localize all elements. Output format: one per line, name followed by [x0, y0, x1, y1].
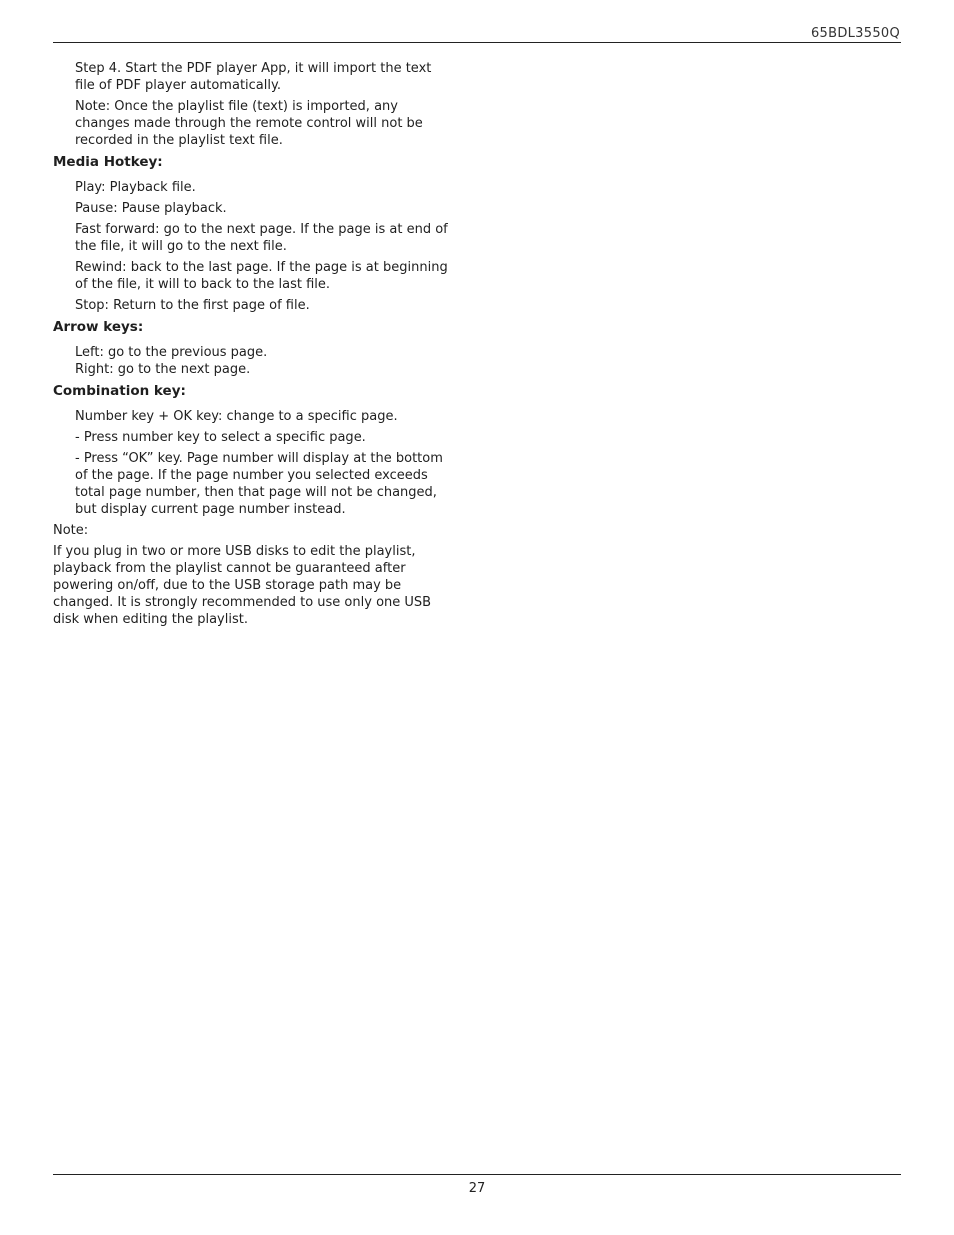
- hotkey-stop: Stop: Return to the first page of file.: [75, 298, 310, 313]
- media-hotkey-heading: Media Hotkey:: [53, 154, 163, 170]
- note-text: If you plug in two or more USB disks to edit the playlist, playback from the playlist cannot be guaranteed after powering on/off, due to the USB storage path may be changed. It is strongly recommended to use only one USB disk when editing the playlist.: [53, 544, 432, 627]
- hotkey-pause: Pause: Pause playback.: [75, 201, 227, 216]
- model-number: 65BDL3550Q: [810, 26, 900, 41]
- hotkey-play: Play: Playback file.: [75, 180, 196, 195]
- arrow-left-text: Left: go to the previous page.: [75, 345, 268, 360]
- hotkey-rewind: Rewind: back to the last page. If the page is at beginning of the file, it will to back to the last file.: [75, 260, 448, 292]
- combination-press-ok: - Press “OK” key. Page number will display at the bottom of the page. If the page number you selected exceeds total page number, then that page will not be changed, but display current page number instead.: [75, 451, 443, 517]
- combination-press-number: - Press number key to select a specific page.: [75, 430, 366, 445]
- combination-number-ok: Number key + OK key: change to a specific page.: [75, 409, 398, 424]
- combination-key-list: [75, 408, 453, 518]
- page-number: 27: [468, 1181, 486, 1196]
- arrow-keys-list: [75, 344, 453, 378]
- arrow-right-text: Right: go to the next page.: [75, 362, 251, 377]
- arrow-keys-heading: Arrow keys:: [53, 319, 144, 335]
- media-hotkey-list: [75, 179, 453, 314]
- note-label: Note:: [53, 523, 89, 538]
- step-4-text: Step 4. Start the PDF player App, it will import the text file of PDF player automatically.: [75, 61, 432, 93]
- header-divider: [53, 42, 901, 43]
- page-content: [53, 60, 453, 632]
- combination-key-heading: Combination key:: [53, 383, 186, 399]
- hotkey-fast-forward: Fast forward: go to the next page. If the page is at end of the file, it will go to the next file.: [75, 222, 448, 254]
- import-note-text: Note: Once the playlist file (text) is imported, any changes made through the remote control will not be recorded in the playlist text file.: [75, 99, 423, 148]
- intro-section: [75, 60, 453, 149]
- footer-divider: [53, 1174, 901, 1175]
